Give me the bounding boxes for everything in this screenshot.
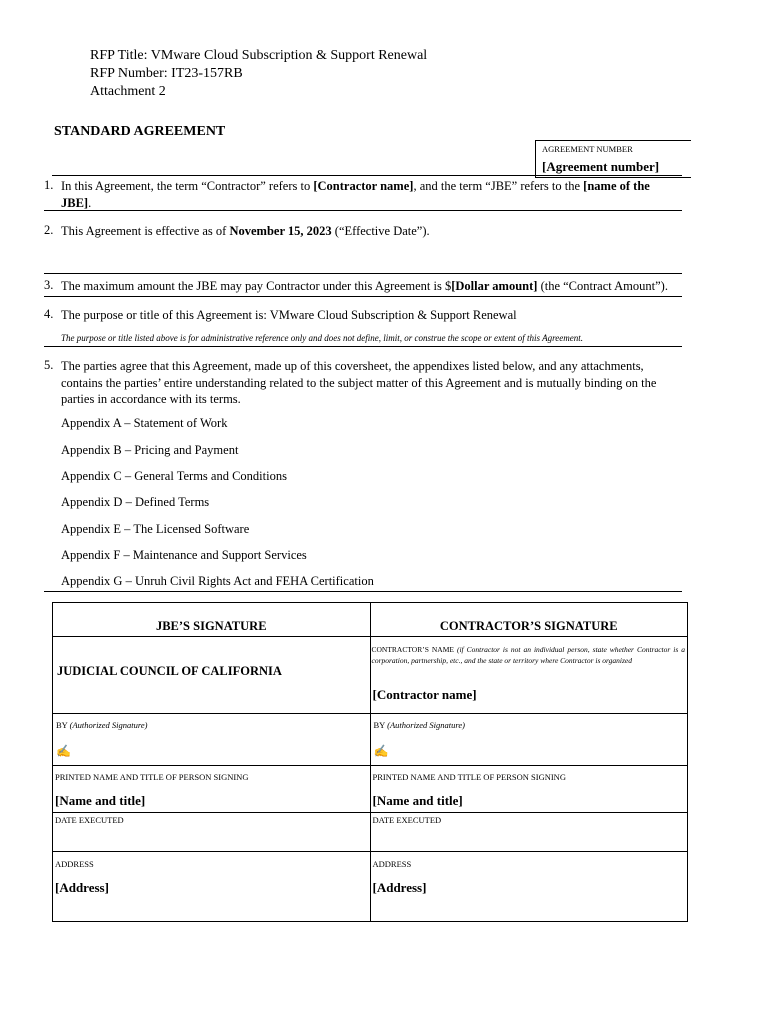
contractor-name-field[interactable]: [Contractor name] [313, 179, 414, 193]
rfp-number: RFP Number: IT23-157RB [90, 66, 243, 81]
clause-1-text [61, 178, 681, 211]
contractor-date-label: DATE EXECUTED [372, 815, 442, 825]
contractor-name-title-cell [370, 766, 688, 813]
dollar-amount-field[interactable]: [Dollar amount] [451, 279, 538, 293]
divider [44, 273, 682, 274]
jbe-name-title-cell [53, 766, 371, 813]
clause-4-note: The purpose or title listed above is for administrative reference only and does not define, limit, or construe the scope or extent of this Agreement. [61, 333, 583, 343]
pen-icon: ✍ [56, 744, 71, 758]
contractor-name-label: CONTRACTOR’S NAME [371, 645, 454, 654]
clause-2-text-a: This Agreement is effective as of [61, 224, 230, 238]
clause-2-text [61, 223, 681, 240]
attachment-label: Attachment 2 [90, 84, 166, 99]
clause-4-text: The purpose or title of this Agreement is: VMware Cloud Subscription & Support Renewal [61, 308, 517, 322]
clause-3-number: 3. [44, 278, 54, 292]
jbe-name-cell [53, 637, 371, 714]
jbe-name: JUDICIAL COUNCIL OF CALIFORNIA [57, 664, 282, 678]
contractor-by-text: BY [373, 720, 385, 730]
contractor-by-label [374, 720, 465, 730]
signature-table [52, 602, 688, 922]
clause-4-number: 4. [44, 307, 54, 321]
divider [44, 296, 682, 297]
appendix-d: Appendix D – Defined Terms [61, 495, 210, 509]
contractor-name-label-block [372, 644, 686, 666]
jbe-by-label [56, 720, 147, 730]
jbe-address-label: ADDRESS [55, 859, 94, 869]
clause-3-text-b: (the “Contract Amount”). [537, 279, 668, 293]
jbe-by-cell[interactable] [53, 714, 371, 766]
jbe-signature-header-text: JBE’S SIGNATURE [155, 619, 267, 633]
contractor-printed-name-label: PRINTED NAME AND TITLE OF PERSON SIGNING [372, 772, 566, 782]
clause-5-line-2: contains the parties’ entire understanding related to the subject matter of this Agreement and is mutually binding on the [61, 375, 657, 390]
jbe-address-input[interactable]: [Address] [55, 880, 109, 895]
clause-1-text-a: In this Agreement, the term “Contractor” refers to [61, 179, 314, 193]
effective-date: November 15, 2023 [229, 224, 332, 238]
jbe-name-title-input[interactable]: [Name and title] [55, 793, 146, 808]
clause-5-line-3: parties in accordance with its terms. [61, 392, 241, 406]
agreement-number-label: AGREEMENT NUMBER [542, 144, 633, 154]
divider [44, 591, 682, 592]
contractor-address-input[interactable]: [Address] [372, 880, 427, 895]
contractor-signature-header [370, 603, 688, 637]
jbe-name-field-cont[interactable]: JBE] [61, 195, 89, 210]
clause-3-text [61, 278, 681, 295]
appendix-e: Appendix E – The Licensed Software [61, 522, 250, 536]
jbe-address-cell [53, 852, 371, 922]
clause-5-number: 5. [44, 358, 54, 372]
contractor-address-label: ADDRESS [372, 859, 412, 869]
agreement-number-box [535, 140, 691, 178]
pen-icon: ✍ [373, 744, 389, 758]
jbe-by-note: (Authorized Signature) [69, 720, 148, 730]
clause-5-text [61, 358, 681, 408]
clause-1-text-b: , and the term “JBE” refers to the [413, 179, 584, 193]
rfp-title: RFP Title: VMware Cloud Subscription & Support Renewal [90, 48, 428, 63]
contractor-date-cell[interactable] [370, 813, 688, 852]
divider [44, 346, 682, 347]
jbe-date-cell[interactable] [53, 813, 371, 852]
clause-1-number: 1. [44, 178, 54, 192]
contractor-address-cell [370, 852, 688, 922]
jbe-date-label: DATE EXECUTED [55, 815, 124, 825]
appendix-a: Appendix A – Statement of Work [61, 416, 228, 430]
clause-5-line-1: The parties agree that this Agreement, made up of this coversheet, the appendixes listed below, and any attachments, [61, 359, 644, 373]
agreement-number-field[interactable]: [Agreement number] [542, 159, 660, 174]
contractor-by-cell[interactable] [370, 714, 688, 766]
appendix-g: Appendix G – Unruh Civil Rights Act and FEHA Certification [61, 574, 374, 588]
divider [52, 175, 682, 176]
clause-3-text-a: The maximum amount the JBE may pay Contractor under this Agreement is $ [61, 279, 452, 293]
document-title: STANDARD AGREEMENT [54, 124, 226, 139]
jbe-printed-name-label: PRINTED NAME AND TITLE OF PERSON SIGNING [55, 772, 249, 782]
divider [44, 210, 682, 211]
appendix-c: Appendix C – General Terms and Conditions [61, 469, 287, 483]
contractor-by-note: (Authorized Signature) [387, 720, 465, 730]
clause-2-number: 2. [44, 223, 54, 237]
clause-1-text-c: . [88, 195, 92, 210]
contractor-name-title-input[interactable]: [Name and title] [372, 793, 463, 808]
contractor-signature-header-text: CONTRACTOR’S SIGNATURE [439, 619, 618, 633]
appendix-b: Appendix B – Pricing and Payment [61, 443, 239, 457]
contractor-name-note: (if Contractor is not an individual person, state whether Contractor is a corporation, partnership, etc., and the state or territory where Contractor is organized [371, 645, 686, 665]
contractor-name-input[interactable]: [Contractor name] [372, 687, 477, 702]
jbe-signature-header [53, 603, 371, 637]
contractor-name-cell [370, 637, 688, 714]
appendix-f: Appendix F – Maintenance and Support Services [61, 548, 307, 562]
jbe-by-text: BY [56, 720, 68, 730]
jbe-name-field[interactable]: [name of the [583, 179, 650, 193]
clause-2-text-b: (“Effective Date”). [331, 224, 430, 238]
